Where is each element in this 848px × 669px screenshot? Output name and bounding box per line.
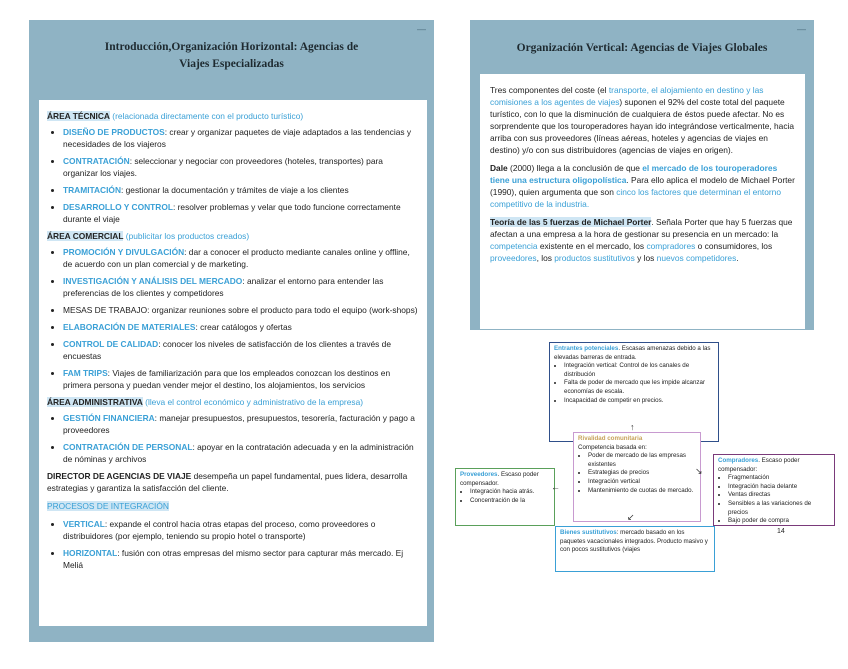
list-item: • DESARROLLO Y CONTROL: resolver problemas y velar que todo funcione correctamente durante el viaje: [63, 201, 419, 225]
diagram-list-item: • Integración hacia atrás.: [470, 488, 550, 497]
left-title-line2: Viajes Especializadas: [179, 58, 284, 70]
arrow-down-icon: ↙: [627, 512, 635, 522]
left-card: [29, 20, 434, 642]
left-card-title: [29, 39, 434, 73]
list-item: • GESTIÓN FINANCIERA: manejar presupuestos, presupuestos, tesorería, facturación y pago a proveedores: [63, 412, 419, 436]
box-entrantes: Entrantes potenciales. Escasas amenazas debido a las elevadas barreras de entrada. • Integración vertical: Control de los canales de distribución • Falta de poder de mercado que les impide alcanzar economías de escala. • Incapacidad de competir en precios.: [549, 342, 719, 442]
diagram-list-item: • Sensibles a las variaciones de precios: [728, 500, 830, 517]
right-card-title: Organización Vertical: Agencias de Viajes Globales: [516, 42, 768, 54]
list-item: • VERTICAL: expande el control hacia otras etapas del proceso, como proveedores o distribuidores (por ejemplo, teniendo su propio hotel o transporte): [63, 518, 419, 542]
left-card-body: [39, 100, 427, 626]
list-item: • PROMOCIÓN Y DIVULGACIÓN: dar a conocer el producto mediante canales online y offline, de acuerdo con un plan comercial y de marketing.: [63, 246, 419, 270]
card-menu-dash: —: [797, 24, 806, 34]
porter-diagram: [455, 340, 830, 570]
diagram-list-item: • Integración hacia delante: [728, 483, 830, 492]
list-item: • TRAMITACIÓN: gestionar la documentación y trámites de viaje a los clientes: [63, 184, 419, 196]
diagram-list-item: • Integración vertical: Control de los canales de distribución: [564, 362, 714, 379]
page-number: 14: [777, 528, 785, 535]
list-item: • MESAS DE TRABAJO: organizar reuniones sobre el producto para todo el equipo (work-shops): [63, 304, 419, 316]
arrow-left-icon: ←: [551, 482, 560, 492]
diagram-list-item: • Falta de poder de mercado que les impide alcanzar economías de escala.: [564, 379, 714, 396]
director-paragraph: DIRECTOR DE AGENCIAS DE VIAJE desempeña un papel fundamental, pues lidera, desarrolla estrategias y garantiza la satisfacción del cliente.: [47, 471, 408, 493]
diagram-list-item: • Poder de mercado de las empresas existentes: [588, 452, 696, 469]
diagram-list-item: • Integración vertical: [588, 478, 696, 487]
list-item: • CONTRATACIÓN DE PERSONAL: apoyar en la contratación adecuada y en la administración de nóminas y archivos: [63, 441, 419, 465]
arrow-right-icon: ↘: [695, 466, 703, 476]
tecnica-list: [47, 126, 419, 225]
area-comercial-heading: ÁREA COMERCIAL (publicitar los productos creados): [47, 231, 250, 241]
diagram-list-item: • Estrategias de precios: [588, 469, 696, 478]
comercial-list: [47, 246, 419, 391]
left-title-line1: Introducción,Organización Horizontal: Agencias de: [104, 41, 359, 53]
diagram-list-item: • Bajo poder de compra: [728, 517, 830, 526]
box-proveedores: Proveedores. Escaso poder compensador. • Integración hacia atrás. • Concentración de la: [455, 468, 555, 526]
arrow-up-icon: ↑: [630, 422, 635, 432]
right-paragraph-2: Dale (2000) llega a la conclusión de que el mercado de los touroperadores tiene una estructura oligopolística. Para ello aplica el modelo de Michael Porter (1990), quien argumenta que son cinco los factores que determinan el entorno competitivo de la industria.: [490, 163, 795, 209]
admin-list: [47, 412, 419, 465]
procesos-list: [47, 518, 419, 571]
right-paragraph-3: Teoría de las 5 fuerzas de Michael Porter. Señala Porter que hay 5 fuerzas que afectan a una empresa a la hora de gestionar su presencia en un mercado: la competencia existente en el mercado, los compradores o consumidores, los proveedores, los productos sustitutivos y los nuevos competidores.: [490, 217, 793, 263]
box-rivalidad: Rivalidad comunitaria Competencia basada en: • Poder de mercado de las empresas existentes • Estrategias de precios • Integración vertical • Mantenimiento de cuotas de mercado.: [573, 432, 701, 522]
box-sustitutivos: Bienes sustitutivos: mercado basado en los paquetes vacacionales integrados. Producto masivo y con pocos sustitutivos (viajes: [555, 526, 715, 572]
list-item: • CONTROL DE CALIDAD: conocer los niveles de satisfacción de los clientes a través de encuestas: [63, 338, 419, 362]
right-card-body: [480, 74, 805, 329]
diagram-list-item: • Ventas directas: [728, 491, 830, 500]
list-item: • INVESTIGACIÓN Y ANÁLISIS DEL MERCADO: analizar el entorno para entender las preferencias de los clientes y competidores: [63, 275, 419, 299]
list-item: • HORIZONTAL: fusión con otras empresas del mismo sector para capturar más mercado. Ej Meliá: [63, 547, 419, 571]
area-tecnica-heading: ÁREA TÉCNICA (relacionada directamente con el producto turístico): [47, 111, 304, 121]
right-card: [470, 20, 814, 330]
diagram-list-item: • Incapacidad de competir en precios.: [564, 397, 714, 406]
list-item: • CONTRATACIÓN: seleccionar y negociar con proveedores (hoteles, transportes) para organizar los viajes.: [63, 155, 419, 179]
card-menu-dash: —: [417, 24, 426, 34]
box-compradores: Compradores. Escaso poder compensador: • Fragmentación • Integración hacia delante • Ventas directas • Sensibles a las variaciones de precios • Bajo poder de compra: [713, 454, 835, 526]
right-paragraph-1: Tres componentes del coste (el transporte, el alojamiento en destino y las comisiones a los agentes de viajes) suponen el 92% del coste total del paquete turístico, con lo que la disminución de cualquiera de éstos puede afectar. No es sorprendente que los touroperadores hayan ido integrándose verticalmente, hacia arriba con sus proveedores (líneas aéreas, hoteles y agencias de viajes en destino) y/o con sus distribuidores (agencias de viajes en origen).: [490, 85, 795, 155]
diagram-list-item: • Fragmentación: [728, 474, 830, 483]
diagram-list-item: • Mantenimiento de cuotas de mercado.: [588, 487, 696, 496]
list-item: • FAM TRIPS: Viajes de familiarización para que los empleados conozcan los destinos en primera persona y puedan vender mejor el destino, los alojamientos, los servicios: [63, 367, 419, 391]
procesos-heading: PROCESOS DE INTEGRACIÓN: [47, 501, 169, 511]
area-admin-heading: ÁREA ADMINISTRATIVA (lleva el control económico y administrativo de la empresa): [47, 397, 364, 407]
list-item: • DISEÑO DE PRODUCTOS: crear y organizar paquetes de viaje adaptados a las tendencias y necesidades de los viajeros: [63, 126, 419, 150]
list-item: • ELABORACIÓN DE MATERIALES: crear catálogos y ofertas: [63, 321, 419, 333]
diagram-list-item: • Concentración de la: [470, 497, 550, 506]
